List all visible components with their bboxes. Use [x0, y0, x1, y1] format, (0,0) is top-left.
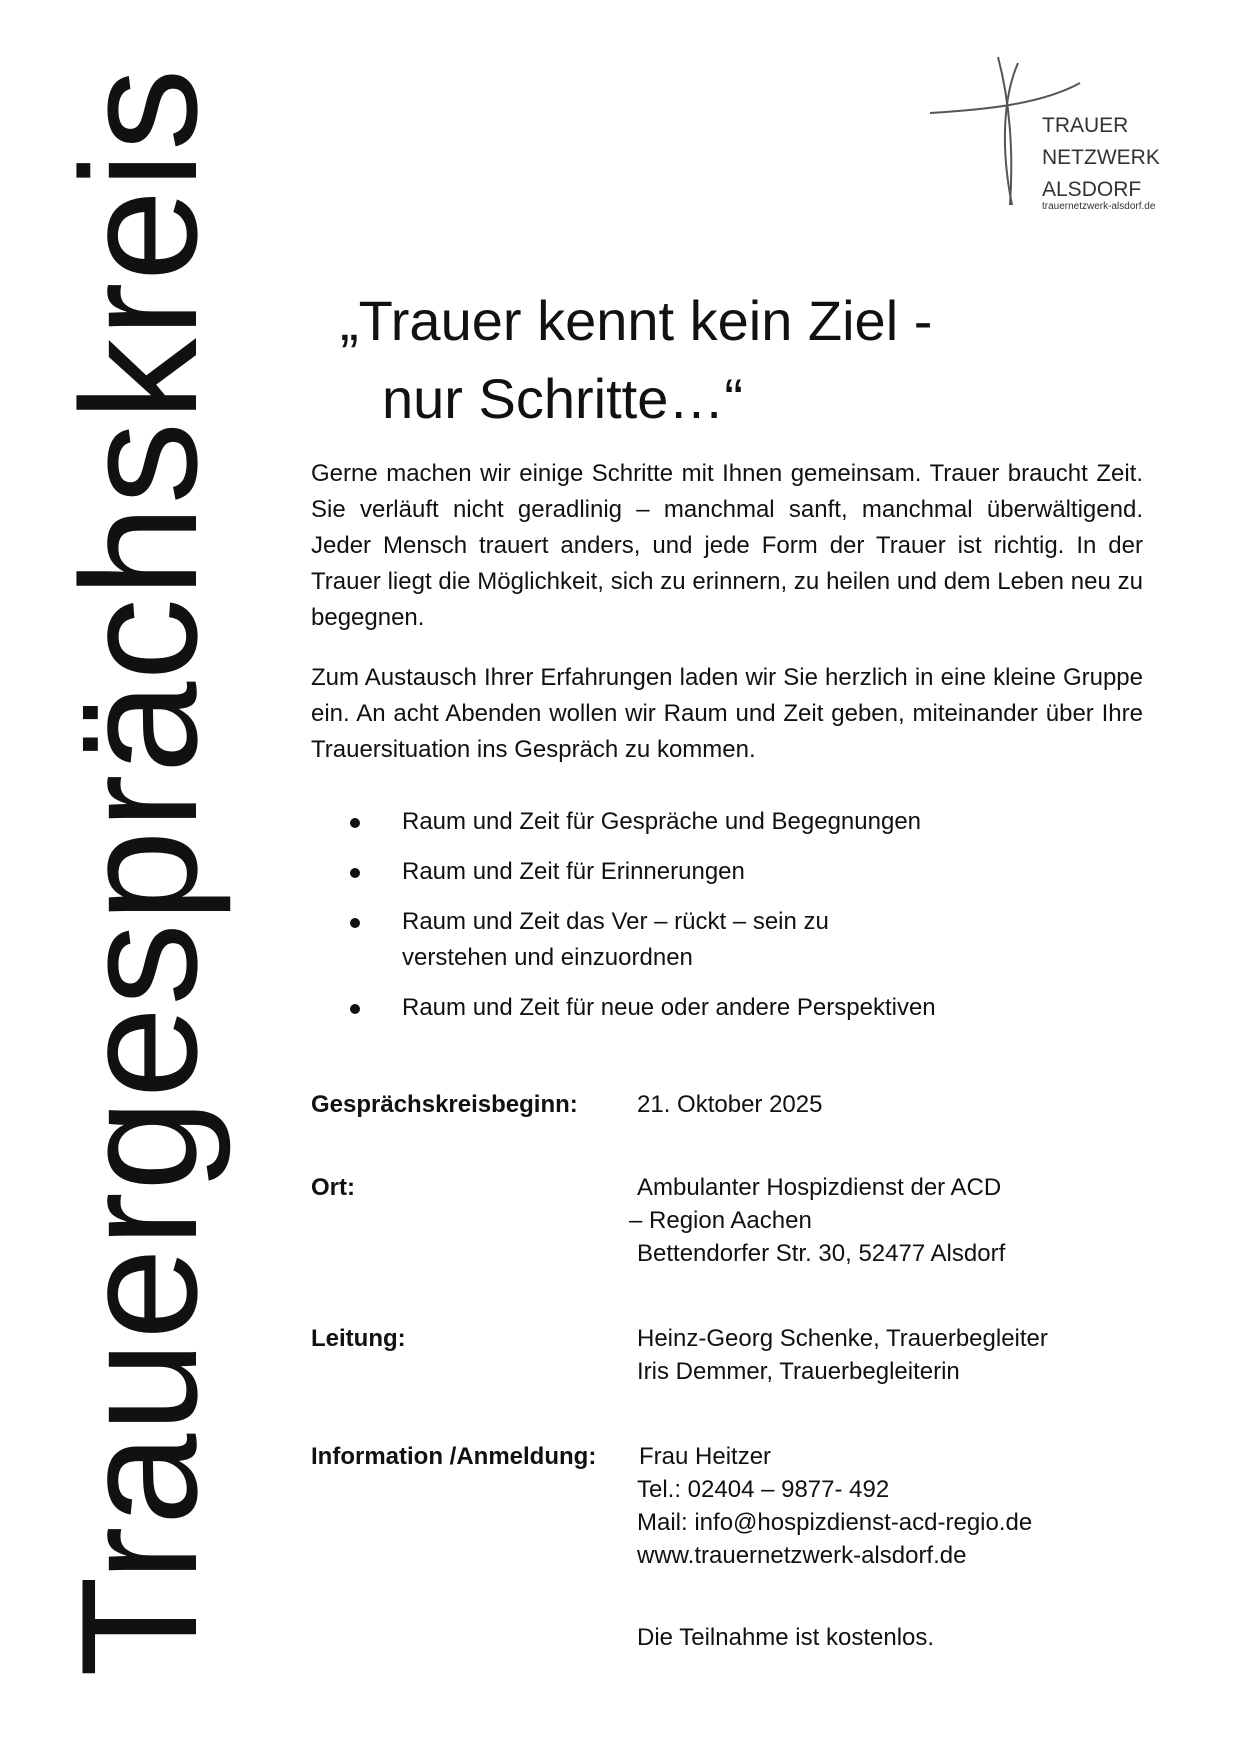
bullet-dot-icon — [350, 818, 360, 828]
headline — [340, 282, 932, 438]
place-value — [629, 1171, 1006, 1270]
place-label: Ort: — [311, 1174, 355, 1201]
bullet-text: Raum und Zeit für Erinnerungen — [402, 858, 745, 885]
logo-url: trauernetzwerk-alsdorf.de — [1042, 201, 1156, 212]
bullet-list — [350, 804, 1150, 1040]
bullet-item — [350, 904, 1150, 976]
lead-label: Leitung: — [311, 1325, 406, 1352]
place-line-1: Ambulanter Hospizdienst der ACD — [637, 1174, 1002, 1201]
intro-paragraph: Gerne machen wir einige Schritte mit Ihnen gemeinsam. Trauer braucht Zeit. Sie verläuft nicht geradlinig – manchmal sanft, manchmal überwältigend. Jeder Mensch trauert anders, und jede Form der Trauer ist richtig. In der Trauer liegt die Möglichkeit, sich zu erinnern, zu heilen und dem Leben neu zu begegnen. — [311, 460, 1143, 631]
lead-value — [637, 1322, 1048, 1388]
bullet-dot-icon — [350, 918, 360, 928]
bullet-dot-icon — [350, 1004, 360, 1014]
headline-line-1: „Trauer kennt kein Ziel - — [340, 289, 933, 352]
bullet-dot-icon — [350, 868, 360, 878]
bullet-item — [350, 990, 1150, 1026]
bullet-text: Raum und Zeit für neue oder andere Perspektiven — [402, 994, 936, 1021]
place-line-2: – Region Aachen — [629, 1207, 812, 1234]
invitation-paragraph: Zum Austausch Ihrer Erfahrungen laden wir Sie herzlich in eine kleine Gruppe ein. An acht Abenden wollen wir Raum und Zeit geben, miteinander über Ihre Trauersituation ins Gespräch zu kommen. — [311, 664, 1143, 763]
bullet-text: Raum und Zeit das Ver – rückt – sein zu verstehen und einzuordnen — [402, 908, 829, 971]
contact-value — [637, 1440, 1032, 1572]
logo-line-1: TRAUER — [1042, 114, 1129, 137]
bullet-item — [350, 854, 1150, 890]
contact-label: Information /Anmeldung: — [311, 1443, 597, 1470]
side-title: Trauergesprächskreis — [47, 67, 231, 1677]
logo-line-2: NETZWERK — [1042, 146, 1160, 169]
headline-line-2: nur Schritte…“ — [382, 367, 743, 430]
logo-line-3: ALSDORF — [1042, 178, 1142, 201]
contact-phone: Tel.: 02404 – 9877- 492 — [637, 1476, 890, 1503]
contact-website: www.trauernetzwerk-alsdorf.de — [637, 1542, 967, 1569]
start-value: 21. Oktober 2025 — [637, 1091, 823, 1118]
start-label: Gesprächskreisbeginn: — [311, 1091, 578, 1118]
bullet-text: Raum und Zeit für Gespräche und Begegnungen — [402, 808, 922, 835]
lead-line-1: Heinz-Georg Schenke, Trauerbegleiter — [637, 1325, 1048, 1352]
bullet-item — [350, 804, 1150, 840]
lead-line-2: Iris Demmer, Trauerbegleiterin — [637, 1358, 960, 1385]
contact-name: Frau Heitzer — [639, 1443, 772, 1470]
place-line-3: Bettendorfer Str. 30, 52477 Alsdorf — [637, 1240, 1006, 1267]
trauer-netzwerk-logo — [930, 55, 1160, 215]
contact-email: Mail: info@hospizdienst-acd-regio.de — [637, 1509, 1033, 1536]
free-participation-note: Die Teilnahme ist kostenlos. — [637, 1624, 935, 1651]
